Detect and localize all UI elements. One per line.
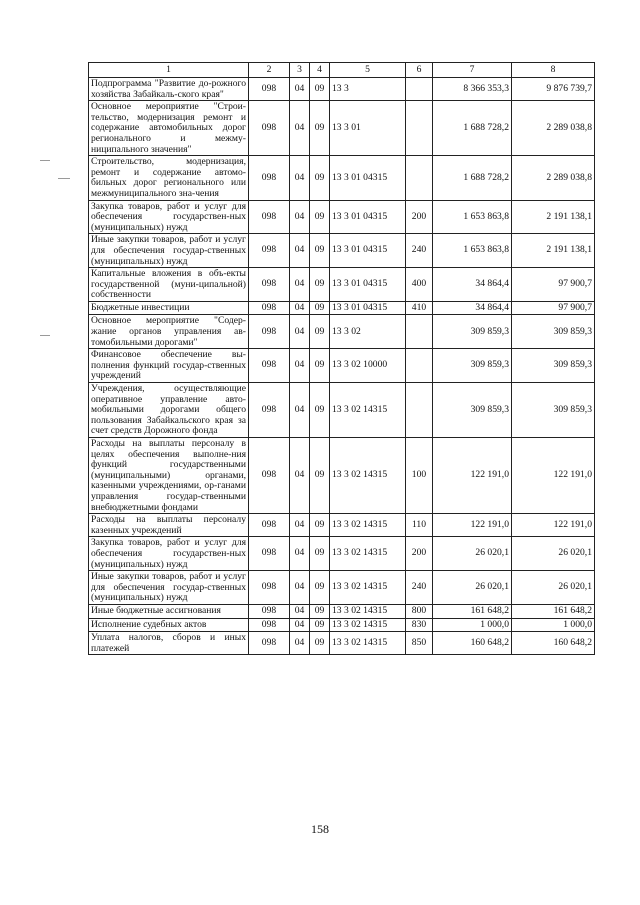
- expense-type-cell: 240: [406, 571, 433, 605]
- amount-year2-cell: 122 191,0: [512, 514, 595, 537]
- row-name-cell: Учреждения, осуществляющие оперативное управление авто-мобильными дорогами общего пользования Забайкальского края за счет средств Дорожного фонда: [89, 383, 249, 438]
- amount-year1-cell: 309 859,3: [433, 383, 512, 438]
- column-header: 8: [512, 63, 595, 78]
- column-header: 6: [406, 63, 433, 78]
- expense-type-cell: 100: [406, 438, 433, 514]
- row-name-cell: Расходы на выплаты персоналу казенных учреждений: [89, 514, 249, 537]
- amount-year2-cell: 2 191 138,1: [512, 234, 595, 268]
- subsection-cell: 09: [310, 78, 330, 101]
- expense-type-cell: 200: [406, 200, 433, 234]
- scan-mark: [58, 178, 70, 179]
- table-row: [89, 101, 595, 156]
- ministry-code-cell: 098: [249, 618, 290, 632]
- amount-year1-cell: 34 864,4: [433, 268, 512, 302]
- column-header: 4: [310, 63, 330, 78]
- row-name-cell: Уплата налогов, сборов и иных платежей: [89, 632, 249, 655]
- ministry-code-cell: 098: [249, 101, 290, 156]
- amount-year2-cell: 122 191,0: [512, 438, 595, 514]
- row-name-cell: Исполнение судебных актов: [89, 618, 249, 632]
- amount-year2-cell: 2 289 038,8: [512, 156, 595, 200]
- amount-year2-cell: 26 020,1: [512, 537, 595, 571]
- amount-year1-cell: 1 653 863,8: [433, 234, 512, 268]
- column-header: 5: [330, 63, 406, 78]
- section-cell: 04: [290, 571, 310, 605]
- amount-year1-cell: 26 020,1: [433, 571, 512, 605]
- subsection-cell: 09: [310, 383, 330, 438]
- target-article-cell: 13 3 02 14315: [330, 632, 406, 655]
- amount-year2-cell: 9 876 739,7: [512, 78, 595, 101]
- amount-year1-cell: 309 859,3: [433, 349, 512, 383]
- target-article-cell: 13 3 02 14315: [330, 537, 406, 571]
- amount-year1-cell: 34 864,4: [433, 301, 512, 315]
- amount-year1-cell: 122 191,0: [433, 514, 512, 537]
- expense-type-cell: 240: [406, 234, 433, 268]
- section-cell: 04: [290, 234, 310, 268]
- ministry-code-cell: 098: [249, 268, 290, 302]
- column-header: 7: [433, 63, 512, 78]
- amount-year1-cell: 1 688 728,2: [433, 101, 512, 156]
- table-row: [89, 301, 595, 315]
- section-cell: 04: [290, 349, 310, 383]
- subsection-cell: 09: [310, 632, 330, 655]
- table-row: [89, 234, 595, 268]
- table-row: [89, 438, 595, 514]
- expense-type-cell: 110: [406, 514, 433, 537]
- ministry-code-cell: 098: [249, 301, 290, 315]
- section-cell: 04: [290, 383, 310, 438]
- table-row: [89, 315, 595, 349]
- table-row: [89, 571, 595, 605]
- amount-year2-cell: 161 648,2: [512, 604, 595, 618]
- target-article-cell: 13 3 02: [330, 315, 406, 349]
- section-cell: 04: [290, 156, 310, 200]
- section-cell: 04: [290, 301, 310, 315]
- subsection-cell: 09: [310, 156, 330, 200]
- section-cell: 04: [290, 537, 310, 571]
- subsection-cell: 09: [310, 315, 330, 349]
- expense-type-cell: 850: [406, 632, 433, 655]
- row-name-cell: Иные закупки товаров, работ и услуг для обеспечения государ-ственных (муниципальных) нужд: [89, 234, 249, 268]
- column-header: 3: [290, 63, 310, 78]
- section-cell: 04: [290, 200, 310, 234]
- target-article-cell: 13 3 02 14315: [330, 438, 406, 514]
- amount-year2-cell: 160 648,2: [512, 632, 595, 655]
- row-name-cell: Расходы на выплаты персоналу в целях обеспечения выполне-ния функций государственными (муниципальными) органами, казенными учреждениями, ор-ганами управления государ-ственными внебюджетными фондами: [89, 438, 249, 514]
- table-row: [89, 383, 595, 438]
- target-article-cell: 13 3: [330, 78, 406, 101]
- subsection-cell: 09: [310, 349, 330, 383]
- section-cell: 04: [290, 101, 310, 156]
- ministry-code-cell: 098: [249, 200, 290, 234]
- amount-year1-cell: 160 648,2: [433, 632, 512, 655]
- ministry-code-cell: 098: [249, 78, 290, 101]
- amount-year1-cell: 1 000,0: [433, 618, 512, 632]
- expense-type-cell: [406, 101, 433, 156]
- row-name-cell: Строительство, модернизация, ремонт и содержание автомо-бильных дорог регионального или межмуниципального зна-чения: [89, 156, 249, 200]
- amount-year1-cell: 1 688 728,2: [433, 156, 512, 200]
- subsection-cell: 09: [310, 604, 330, 618]
- target-article-cell: 13 3 01 04315: [330, 200, 406, 234]
- amount-year2-cell: 1 000,0: [512, 618, 595, 632]
- amount-year1-cell: 26 020,1: [433, 537, 512, 571]
- row-name-cell: Иные закупки товаров, работ и услуг для обеспечения государ-ственных (муниципальных) нужд: [89, 571, 249, 605]
- table-row: [89, 268, 595, 302]
- amount-year2-cell: 97 900,7: [512, 301, 595, 315]
- row-name-cell: Основное мероприятие "Строи-тельство, модернизация ремонт и содержание автомобильных дорог регионального и межму-ниципального значения": [89, 101, 249, 156]
- budget-table: [88, 62, 595, 655]
- subsection-cell: 09: [310, 200, 330, 234]
- ministry-code-cell: 098: [249, 632, 290, 655]
- amount-year1-cell: 161 648,2: [433, 604, 512, 618]
- target-article-cell: 13 3 02 14315: [330, 514, 406, 537]
- amount-year2-cell: 309 859,3: [512, 315, 595, 349]
- expense-type-cell: 800: [406, 604, 433, 618]
- ministry-code-cell: 098: [249, 537, 290, 571]
- table-row: [89, 514, 595, 537]
- subsection-cell: 09: [310, 537, 330, 571]
- amount-year1-cell: 1 653 863,8: [433, 200, 512, 234]
- target-article-cell: 13 3 01 04315: [330, 156, 406, 200]
- ministry-code-cell: 098: [249, 604, 290, 618]
- amount-year2-cell: 26 020,1: [512, 571, 595, 605]
- section-cell: 04: [290, 438, 310, 514]
- ministry-code-cell: 098: [249, 315, 290, 349]
- subsection-cell: 09: [310, 571, 330, 605]
- section-cell: 04: [290, 268, 310, 302]
- target-article-cell: 13 3 02 14315: [330, 604, 406, 618]
- subsection-cell: 09: [310, 234, 330, 268]
- table-row: [89, 200, 595, 234]
- table-row: [89, 537, 595, 571]
- amount-year2-cell: 2 289 038,8: [512, 101, 595, 156]
- target-article-cell: 13 3 01 04315: [330, 301, 406, 315]
- page-number: 158: [311, 822, 329, 836]
- expense-type-cell: 830: [406, 618, 433, 632]
- table-row: [89, 78, 595, 101]
- table-row: [89, 632, 595, 655]
- amount-year2-cell: 2 191 138,1: [512, 200, 595, 234]
- row-name-cell: Бюджетные инвестиции: [89, 301, 249, 315]
- target-article-cell: 13 3 01 04315: [330, 234, 406, 268]
- table-row: [89, 604, 595, 618]
- subsection-cell: 09: [310, 438, 330, 514]
- table-row: [89, 618, 595, 632]
- expense-type-cell: [406, 383, 433, 438]
- scan-mark: [40, 160, 50, 161]
- subsection-cell: 09: [310, 514, 330, 537]
- expense-type-cell: [406, 78, 433, 101]
- subsection-cell: 09: [310, 618, 330, 632]
- column-header: 2: [249, 63, 290, 78]
- subsection-cell: 09: [310, 101, 330, 156]
- subsection-cell: 09: [310, 301, 330, 315]
- expense-type-cell: [406, 156, 433, 200]
- header-row: [89, 63, 595, 78]
- ministry-code-cell: 098: [249, 514, 290, 537]
- amount-year2-cell: 309 859,3: [512, 349, 595, 383]
- target-article-cell: 13 3 01 04315: [330, 268, 406, 302]
- amount-year1-cell: 122 191,0: [433, 438, 512, 514]
- section-cell: 04: [290, 514, 310, 537]
- row-name-cell: Капитальные вложения в объ-екты государственной (муни-ципальной) собственности: [89, 268, 249, 302]
- expense-type-cell: 400: [406, 268, 433, 302]
- expense-type-cell: [406, 349, 433, 383]
- ministry-code-cell: 098: [249, 234, 290, 268]
- row-name-cell: Иные бюджетные ассигнования: [89, 604, 249, 618]
- target-article-cell: 13 3 02 14315: [330, 618, 406, 632]
- amount-year1-cell: 309 859,3: [433, 315, 512, 349]
- row-name-cell: Закупка товаров, работ и услуг для обеспечения государствен-ных (муниципальных) нужд: [89, 537, 249, 571]
- section-cell: 04: [290, 618, 310, 632]
- section-cell: 04: [290, 632, 310, 655]
- row-name-cell: Подпрограмма "Развитие до-рожного хозяйства Забайкаль-ского края": [89, 78, 249, 101]
- ministry-code-cell: 098: [249, 349, 290, 383]
- expense-type-cell: 410: [406, 301, 433, 315]
- section-cell: 04: [290, 604, 310, 618]
- expense-type-cell: [406, 315, 433, 349]
- table-row: [89, 156, 595, 200]
- row-name-cell: Основное мероприятие "Содер-жание органов управления ав-томобильными дорогами": [89, 315, 249, 349]
- amount-year2-cell: 97 900,7: [512, 268, 595, 302]
- section-cell: 04: [290, 315, 310, 349]
- subsection-cell: 09: [310, 268, 330, 302]
- scan-mark: [40, 335, 50, 336]
- target-article-cell: 13 3 01: [330, 101, 406, 156]
- row-name-cell: Закупка товаров, работ и услуг для обеспечения государствен-ных (муниципальных) нужд: [89, 200, 249, 234]
- table-row: [89, 349, 595, 383]
- section-cell: 04: [290, 78, 310, 101]
- target-article-cell: 13 3 02 10000: [330, 349, 406, 383]
- row-name-cell: Финансовое обеспечение вы-полнения функций государ-ственных учреждений: [89, 349, 249, 383]
- ministry-code-cell: 098: [249, 383, 290, 438]
- target-article-cell: 13 3 02 14315: [330, 383, 406, 438]
- ministry-code-cell: 098: [249, 438, 290, 514]
- expense-type-cell: 200: [406, 537, 433, 571]
- amount-year2-cell: 309 859,3: [512, 383, 595, 438]
- ministry-code-cell: 098: [249, 571, 290, 605]
- column-header: 1: [89, 63, 249, 78]
- amount-year1-cell: 8 366 353,3: [433, 78, 512, 101]
- ministry-code-cell: 098: [249, 156, 290, 200]
- target-article-cell: 13 3 02 14315: [330, 571, 406, 605]
